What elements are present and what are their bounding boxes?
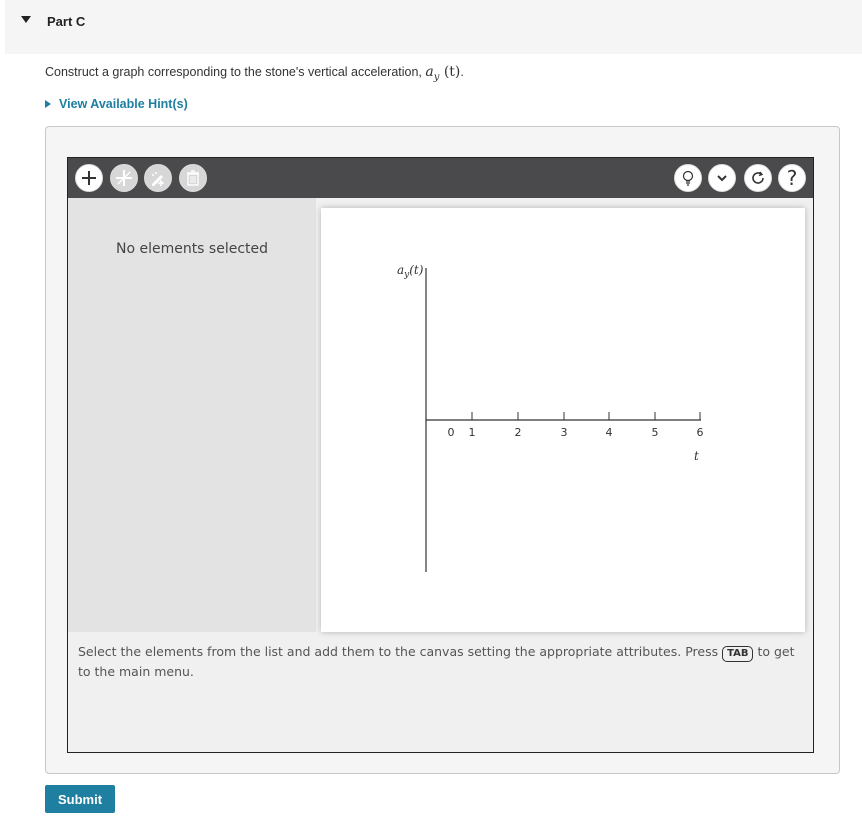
graphing-tool <box>67 157 814 753</box>
x-axis-label: t <box>694 449 699 463</box>
tab-key-badge: TAB <box>722 646 753 662</box>
x-tick-label: 5 <box>651 426 659 439</box>
instructions: Select the elements from the list and add them to the canvas setting the appropriate attributes. Press TAB to get to the main menu. <box>78 644 795 679</box>
add-icon[interactable] <box>75 164 103 192</box>
reset-icon[interactable] <box>744 164 772 192</box>
y-axis-label: $a_y(t)$ <box>397 263 424 280</box>
x-tick-label: 1 <box>468 426 476 439</box>
view-hints-link[interactable] <box>45 97 188 111</box>
x-tick-label: 0 <box>447 426 455 439</box>
x-tick-label: 6 <box>696 426 704 439</box>
x-tick-label: 3 <box>560 426 568 439</box>
graph-canvas[interactable] <box>321 208 805 632</box>
expand-caret-icon <box>45 100 51 108</box>
lightbulb-icon[interactable] <box>674 164 702 192</box>
x-tick-label: 2 <box>514 426 522 439</box>
help-icon[interactable]: ? <box>778 164 806 192</box>
no-line-icon[interactable] <box>110 164 138 192</box>
question-text: Construct a graph corresponding to the stone's vertical acceleration, $a_y$ (t). <box>45 64 464 83</box>
collapse-caret-icon[interactable] <box>21 16 31 23</box>
part-header[interactable] <box>5 0 862 54</box>
question-math: $a_y$ (t) <box>425 64 461 83</box>
graph-svg[interactable] <box>321 208 805 632</box>
toolbar <box>68 158 813 198</box>
trash-icon[interactable] <box>179 164 207 192</box>
x-tick-label: 4 <box>605 426 613 439</box>
hint-label: View Available Hint(s) <box>59 97 188 111</box>
submit-button[interactable]: Submit <box>45 785 115 813</box>
x-ticks <box>448 412 704 439</box>
chevron-down-icon[interactable] <box>708 164 736 192</box>
part-title: Part C <box>47 14 86 29</box>
side-panel <box>68 198 316 632</box>
edit-add-icon[interactable] <box>144 164 172 192</box>
selection-status: No elements selected <box>115 241 269 257</box>
question-prompt: Construct a graph corresponding to the stone's vertical acceleration, <box>45 65 426 79</box>
